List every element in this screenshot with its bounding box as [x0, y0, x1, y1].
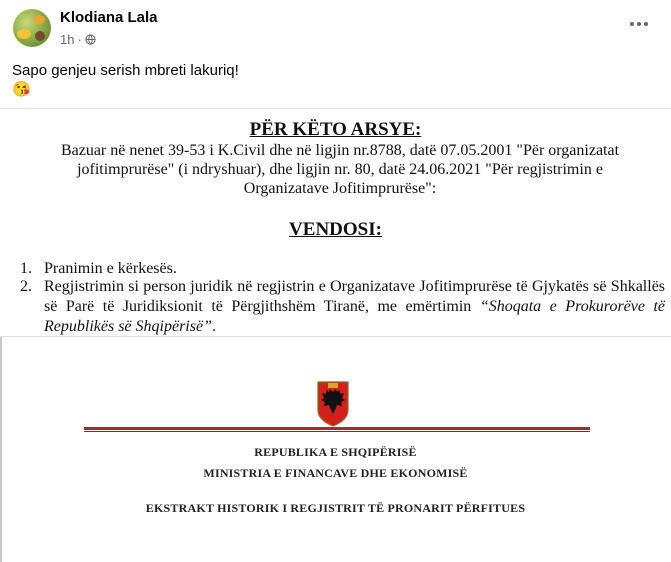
author-name[interactable]: Klodiana Lala — [60, 9, 158, 26]
dot — [644, 22, 648, 26]
post-header — [0, 0, 671, 60]
basis-line-3: Organizatave Jofitimprurëse": — [243, 180, 437, 197]
dot — [630, 22, 634, 26]
kiss-emoji-icon: 😘 — [12, 81, 31, 98]
republic-line: REPUBLIKA E SHQIPËRISË — [254, 445, 417, 459]
meta-separator: · — [77, 32, 82, 47]
document-image-decision[interactable] — [0, 108, 671, 337]
post-text: Sapo genjeu serish mbreti lakuriq! — [12, 62, 239, 79]
item-end: . — [211, 318, 216, 335]
basis-line-2: jofitimprurëse" (i ndryshuar), dhe ligjin nr. 80, datë 24.06.2021 "Për regjistrimin e — [77, 161, 603, 178]
post-meta — [60, 32, 96, 47]
decision-heading: VENDOSI: — [289, 219, 382, 240]
extract-title: EKSTRAKT HISTORIK I REGJISTRIT TË PRONARIT PËRFITUES — [145, 501, 526, 515]
globe-icon[interactable] — [85, 34, 96, 45]
item-number: 1. — [20, 260, 32, 277]
item-text: Pranimin e kërkesës. — [44, 260, 177, 277]
item-text-line-1: Regjistrimin si person juridik në regjistrin e Organizatave Jofitimprurëse të Gjykatës së — [44, 278, 607, 295]
ministry-line: MINISTRIA E FINANCAVE DHE EKONOMISË — [203, 466, 468, 480]
post-time[interactable]: 1h — [60, 32, 75, 47]
header-rule — [84, 427, 590, 430]
albanian-coat-of-arms-icon — [316, 380, 350, 427]
decision-item-2 — [20, 277, 665, 337]
organization-name-part-2: Prokurorëve të Republikës së Shqipërisë” — [44, 298, 666, 335]
header-rule-dark — [84, 431, 590, 432]
basis-line-1: Bazuar në nenet 39-53 i K.Civil dhe në ligjin nr.8788, datë 07.05.2001 "Për organizatat — [60, 142, 620, 159]
avatar[interactable] — [13, 9, 51, 47]
organization-name-part-1: “Shoqata e — [479, 298, 557, 315]
more-options-icon[interactable] — [625, 14, 653, 34]
document-heading: PËR KËTO ARSYE: — [249, 119, 422, 140]
dot — [637, 22, 641, 26]
item-number: 2. — [20, 278, 32, 295]
item-text-line-2: Shkallës së Parë të Juridiksionit të Përgjithshëm Tiranë, me emërtimin — [44, 278, 666, 315]
decision-item-1 — [20, 259, 665, 279]
item-text — [44, 277, 665, 337]
document-image-extract[interactable] — [0, 337, 671, 562]
